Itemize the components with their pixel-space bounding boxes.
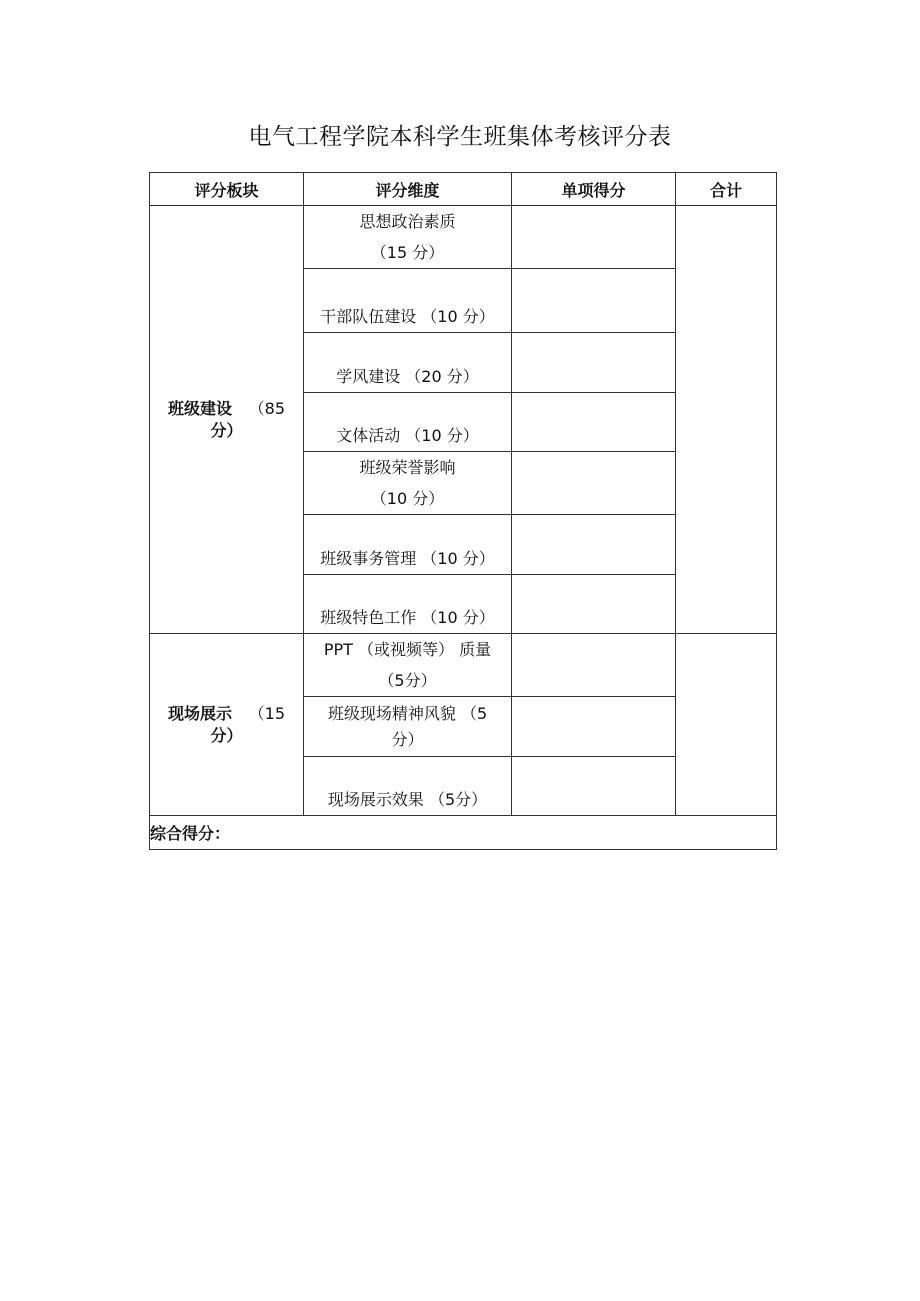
- block-on-site-presentation: [150, 634, 304, 816]
- dimension-cell: [304, 757, 512, 816]
- dimension-label: 文体活动 （10 分）: [336, 426, 479, 445]
- dimension-points: 分）: [391, 729, 424, 749]
- header-dimension: 评分维度: [304, 173, 512, 206]
- total-cell[interactable]: [676, 634, 777, 816]
- item-score-cell[interactable]: [512, 697, 676, 757]
- dimension-points: （10 分）: [370, 489, 445, 508]
- block-name: 现场展示: [167, 703, 232, 723]
- dimension-cell: [304, 634, 512, 697]
- item-score-cell[interactable]: [512, 393, 676, 452]
- total-cell[interactable]: [676, 206, 777, 634]
- header-item-score: 单项得分: [512, 173, 676, 206]
- dimension-points: （15 分）: [370, 243, 445, 262]
- block-points: （85: [248, 398, 286, 418]
- dimension-label: 班级事务管理 （10 分）: [320, 549, 495, 568]
- header-total: 合计: [676, 173, 777, 206]
- dimension-cell: [304, 333, 512, 393]
- dimension-label: PPT （或视频等） 质量: [323, 640, 492, 659]
- item-score-cell[interactable]: [512, 757, 676, 816]
- dimension-label: 学风建设 （20 分）: [336, 367, 479, 386]
- item-score-cell[interactable]: [512, 452, 676, 515]
- item-score-cell[interactable]: [512, 634, 676, 697]
- block-points-unit: 分）: [210, 420, 243, 440]
- table-row: [150, 634, 777, 697]
- header-block: 评分板块: [150, 173, 304, 206]
- dimension-cell: [304, 269, 512, 333]
- form-title: 电气工程学院本科学生班集体考核评分表: [248, 124, 672, 150]
- item-score-cell[interactable]: [512, 206, 676, 269]
- item-score-cell[interactable]: [512, 575, 676, 634]
- total-score-label: 综合得分：: [150, 816, 777, 850]
- item-score-cell[interactable]: [512, 269, 676, 333]
- dimension-label: 班级特色工作 （10 分）: [320, 608, 495, 627]
- dimension-label: 思想政治素质: [359, 212, 456, 231]
- block-class-building: [150, 206, 304, 634]
- table-row: [150, 206, 777, 269]
- header-row: [150, 173, 777, 206]
- block-points: （15: [248, 703, 286, 723]
- total-row: [150, 816, 777, 850]
- item-score-cell[interactable]: [512, 333, 676, 393]
- dimension-cell: [304, 206, 512, 269]
- block-name: 班级建设: [167, 398, 232, 418]
- dimension-cell: [304, 393, 512, 452]
- dimension-cell: [304, 697, 512, 757]
- item-score-cell[interactable]: [512, 515, 676, 575]
- dimension-cell: [304, 515, 512, 575]
- dimension-points: （5分）: [378, 671, 437, 690]
- dimension-label: 现场展示效果 （5分）: [327, 790, 488, 809]
- dimension-cell: [304, 575, 512, 634]
- dimension-label: 班级荣誉影响: [359, 458, 456, 477]
- dimension-label: 干部队伍建设 （10 分）: [320, 307, 495, 326]
- dimension-cell: [304, 452, 512, 515]
- block-points-unit: 分）: [210, 725, 243, 745]
- score-table: [149, 172, 777, 850]
- dimension-label: 班级现场精神风貌 （5: [327, 703, 488, 723]
